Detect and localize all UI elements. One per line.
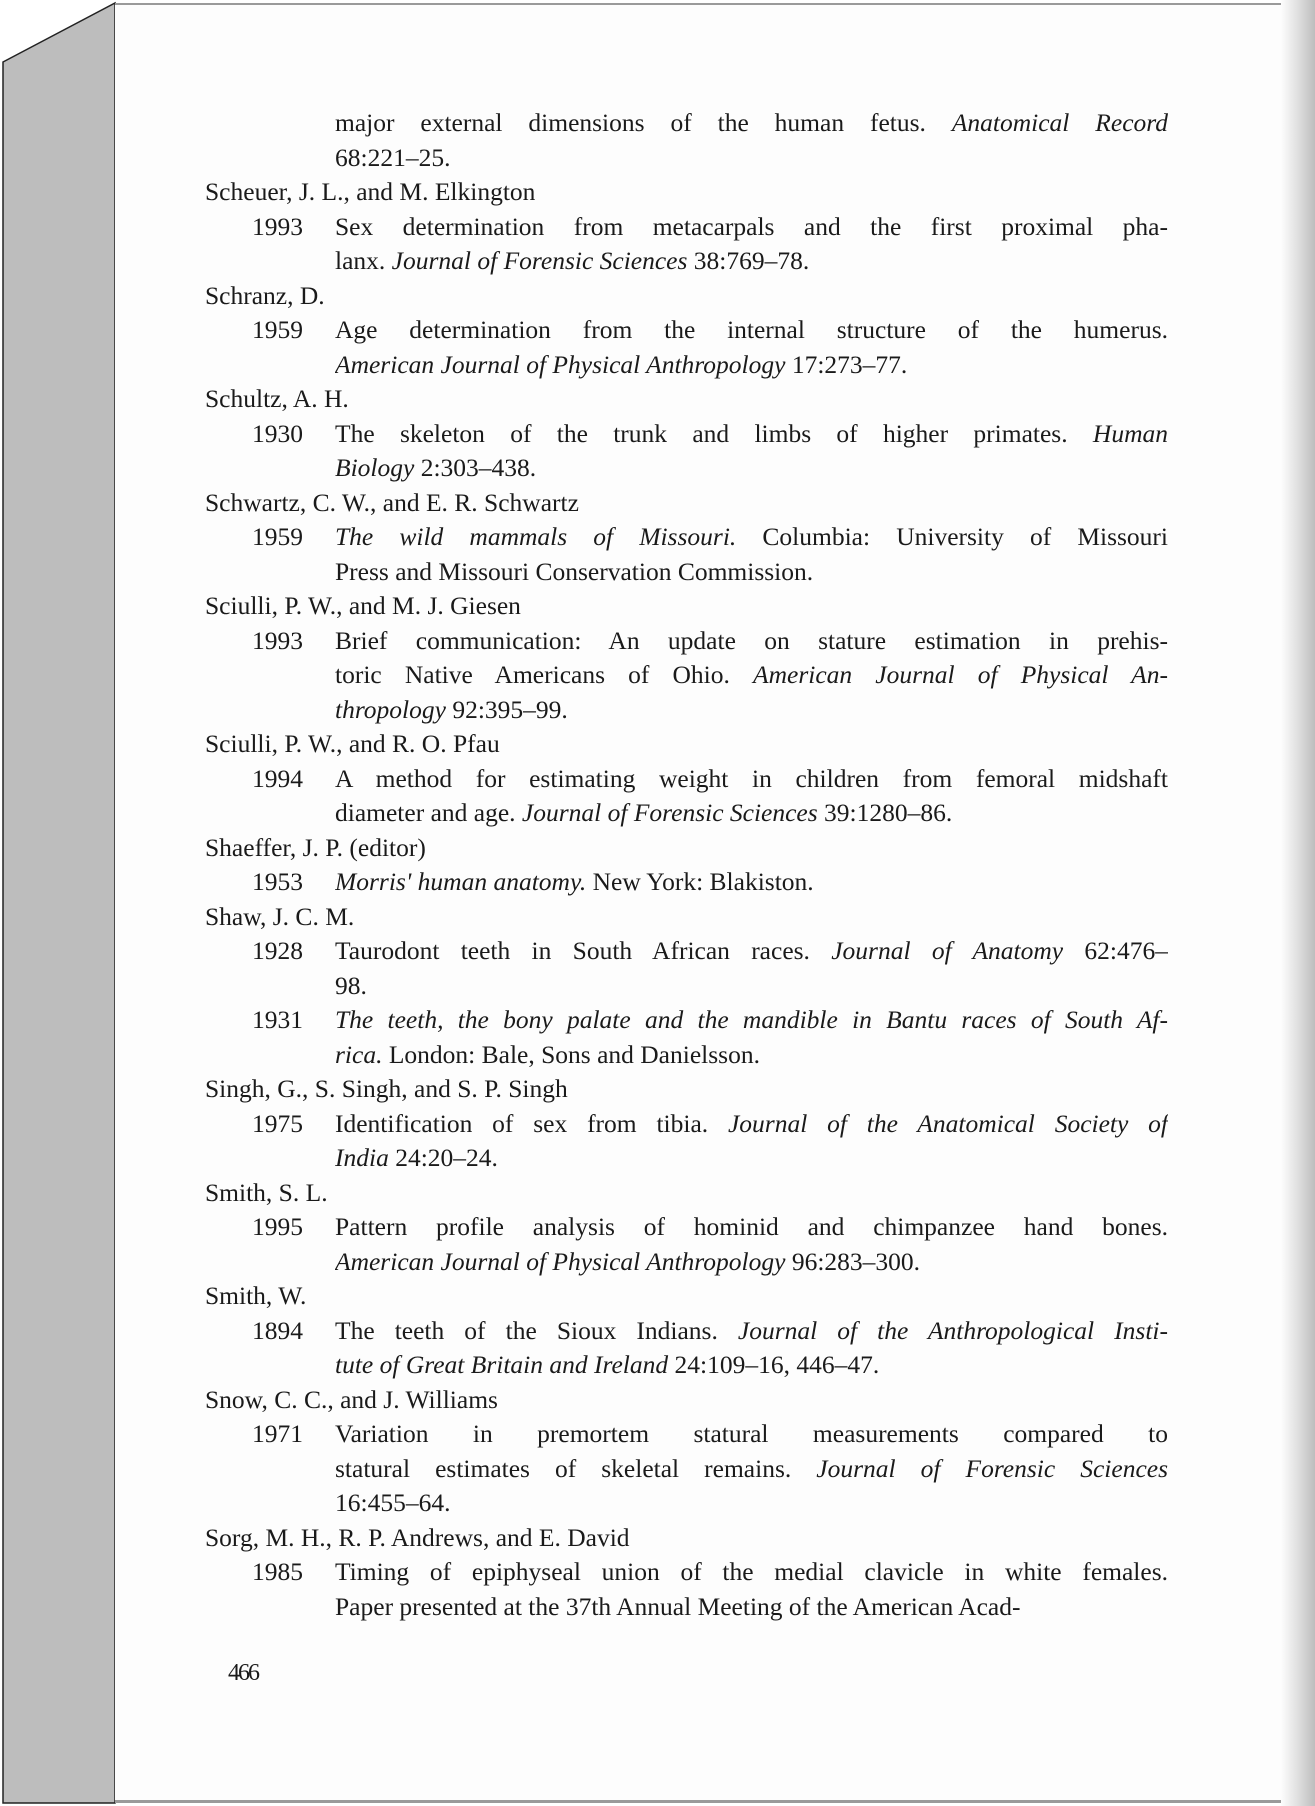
publication-title: American Journal of Physical Anthropology <box>335 349 786 379</box>
entry-year: 1931 <box>252 1005 303 1034</box>
reference-text: Pattern profile analysis of hominid and chimpanzee hand bones. <box>335 1212 1168 1241</box>
entry-author: Smith, W. <box>205 1281 307 1310</box>
reference-text-line <box>335 796 1168 831</box>
reference-text: The teeth of the Sioux Indians. <box>335 1315 738 1345</box>
reference-text-line <box>335 348 1168 383</box>
reference-text: 39:1280–86. <box>817 798 953 827</box>
reference-text-line <box>335 1590 1168 1625</box>
reference-text-line <box>335 1452 1168 1487</box>
entry-year: 1959 <box>252 522 303 551</box>
entry-year: 1995 <box>252 1212 303 1241</box>
publication-title: Human <box>1092 418 1168 448</box>
publication-title: India <box>335 1143 389 1172</box>
reference-text: Brief communication: An update on stature estimation in prehis- <box>335 625 1168 655</box>
reference-text-line <box>335 693 1168 728</box>
reference-text-line <box>335 1210 1168 1245</box>
reference-text: 2:303–438. <box>414 453 537 482</box>
reference-text-line <box>335 244 1168 279</box>
entry-author: Schultz, A. H. <box>205 384 349 413</box>
reference-text: 98. <box>335 970 367 1000</box>
publication-title: Journal of Anatomy <box>831 936 1064 965</box>
entry-year: 1930 <box>252 418 303 448</box>
publication-title: rica. <box>335 1039 383 1069</box>
publication-title: The teeth, the bony palate and the mandible in Bantu races of South Af- <box>335 1005 1168 1034</box>
entry-year: 1894 <box>252 1315 303 1345</box>
page-number: 466 <box>228 1660 258 1686</box>
publication-title: Journal of Forensic Sciences <box>391 246 688 275</box>
reference-text: Identification of sex from tibia. <box>335 1108 728 1138</box>
reference-text: 24:20–24. <box>388 1143 498 1172</box>
publication-title: thropology <box>335 694 446 724</box>
reference-text-line <box>335 106 1168 141</box>
entry-author: Snow, C. C., and J. Williams <box>205 1384 498 1414</box>
entry-year: 1953 <box>252 867 303 896</box>
reference-text: Paper presented at the 37th Annual Meeting of the American Acad- <box>335 1591 1021 1621</box>
reference-text: Variation in premortem statural measurements compared to <box>335 1419 1168 1448</box>
publication-title: Journal of Forensic Sciences <box>521 798 818 827</box>
reference-text-line <box>335 555 1168 590</box>
reference-text-line <box>335 1486 1168 1521</box>
reference-text-line <box>335 1555 1168 1590</box>
reference-text-line <box>335 1141 1168 1176</box>
reference-text-line <box>335 1245 1168 1280</box>
reference-text: 62:476– <box>1063 936 1168 965</box>
entry-author: Sciulli, P. W., and R. O. Pfau <box>205 729 500 758</box>
book-spine <box>0 0 118 1806</box>
reference-text: major external dimensions of the human fetus. <box>335 108 952 137</box>
entry-year: 1994 <box>252 763 303 793</box>
reference-text-line <box>335 658 1168 693</box>
publication-title: Journal of Forensic Sciences <box>816 1453 1168 1483</box>
reference-text: 24:109–16, 446–47. <box>668 1350 880 1379</box>
publication-title: tute of Great Britain and Ireland <box>335 1350 669 1379</box>
reference-text-line <box>335 762 1168 797</box>
reference-text: Press and Missouri Conservation Commission. <box>335 556 814 586</box>
publication-title: The wild mammals of Missouri. <box>335 522 737 551</box>
reference-text: The skeleton of the trunk and limbs of higher primates. <box>335 418 1093 448</box>
reference-text: 17:273–77. <box>785 349 908 379</box>
publication-title: Anatomical Record <box>951 108 1168 137</box>
reference-text-line <box>335 141 1168 176</box>
reference-text: Age determination from the internal structure of the humerus. <box>335 315 1168 344</box>
entry-author: Smith, S. L. <box>205 1177 328 1207</box>
reference-text-line <box>335 624 1168 659</box>
reference-text-line <box>335 313 1168 348</box>
reference-text-line <box>335 417 1168 452</box>
page-edge-shadow <box>1281 0 1315 1806</box>
reference-text: Taurodont teeth in South African races. <box>335 936 832 965</box>
reference-text-line <box>335 1314 1168 1349</box>
reference-text-line <box>335 451 1168 486</box>
reference-text: toric Native Americans of Ohio. <box>335 660 754 689</box>
reference-text: 16:455–64. <box>335 1488 451 1517</box>
entry-year: 1928 <box>252 936 303 965</box>
publication-title: American Journal of Physical Anthropology <box>335 1246 786 1276</box>
publication-title: American Journal of Physical An- <box>753 660 1168 689</box>
reference-text-line <box>335 865 1168 900</box>
reference-text-line <box>335 210 1168 245</box>
reference-text-line <box>335 520 1168 555</box>
reference-text-line <box>335 1107 1168 1142</box>
reference-text-line <box>335 1003 1168 1038</box>
reference-text: London: Bale, Sons and Danielsson. <box>382 1039 760 1069</box>
reference-text: Sex determination from metacarpals and the first proximal pha- <box>335 211 1168 241</box>
entry-author: Scheuer, J. L., and M. Elkington <box>205 177 536 206</box>
reference-text-line <box>335 969 1168 1004</box>
reference-text: New York: Blakiston. <box>586 867 814 896</box>
publication-title: Journal of the Anthropological Insti- <box>737 1315 1168 1345</box>
entry-year: 1993 <box>252 211 303 241</box>
entry-year: 1975 <box>252 1108 303 1138</box>
reference-text: Timing of epiphyseal union of the medial clavicle in white females. <box>335 1557 1168 1586</box>
reference-text: A method for estimating weight in children from femoral midshaft <box>335 763 1168 793</box>
entry-author: Shaeffer, J. P. (editor) <box>205 832 426 862</box>
reference-text-line <box>335 1348 1168 1383</box>
entry-year: 1993 <box>252 625 303 655</box>
reference-text: 96:283–300. <box>785 1246 921 1276</box>
reference-text: statural estimates of skeletal remains. <box>335 1453 817 1483</box>
entry-year: 1959 <box>252 315 303 344</box>
reference-text: Columbia: University of Missouri <box>736 522 1168 551</box>
reference-text-line <box>335 934 1168 969</box>
reference-text-line <box>335 1038 1168 1073</box>
reference-text: diameter and age. <box>335 798 522 827</box>
reference-text: 38:769–78. <box>687 246 810 275</box>
entry-author: Sciulli, P. W., and M. J. Giesen <box>205 591 521 620</box>
reference-text: lanx. <box>335 246 392 275</box>
entry-author: Singh, G., S. Singh, and S. P. Singh <box>205 1074 568 1103</box>
entry-year: 1971 <box>252 1419 303 1448</box>
reference-text-line <box>335 1417 1168 1452</box>
entry-author: Schranz, D. <box>205 280 325 310</box>
entry-author: Schwartz, C. W., and E. R. Schwartz <box>205 487 579 517</box>
publication-title: Biology <box>335 453 415 482</box>
reference-text: 68:221–25. <box>335 142 451 172</box>
entry-year: 1985 <box>252 1557 303 1586</box>
publication-title: Morris' human anatomy. <box>335 867 587 896</box>
entry-author: Shaw, J. C. M. <box>205 901 355 931</box>
entry-author: Sorg, M. H., R. P. Andrews, and E. David <box>205 1522 630 1552</box>
reference-text: 92:395–99. <box>445 694 568 724</box>
publication-title: Journal of the Anatomical Society of <box>727 1108 1168 1138</box>
